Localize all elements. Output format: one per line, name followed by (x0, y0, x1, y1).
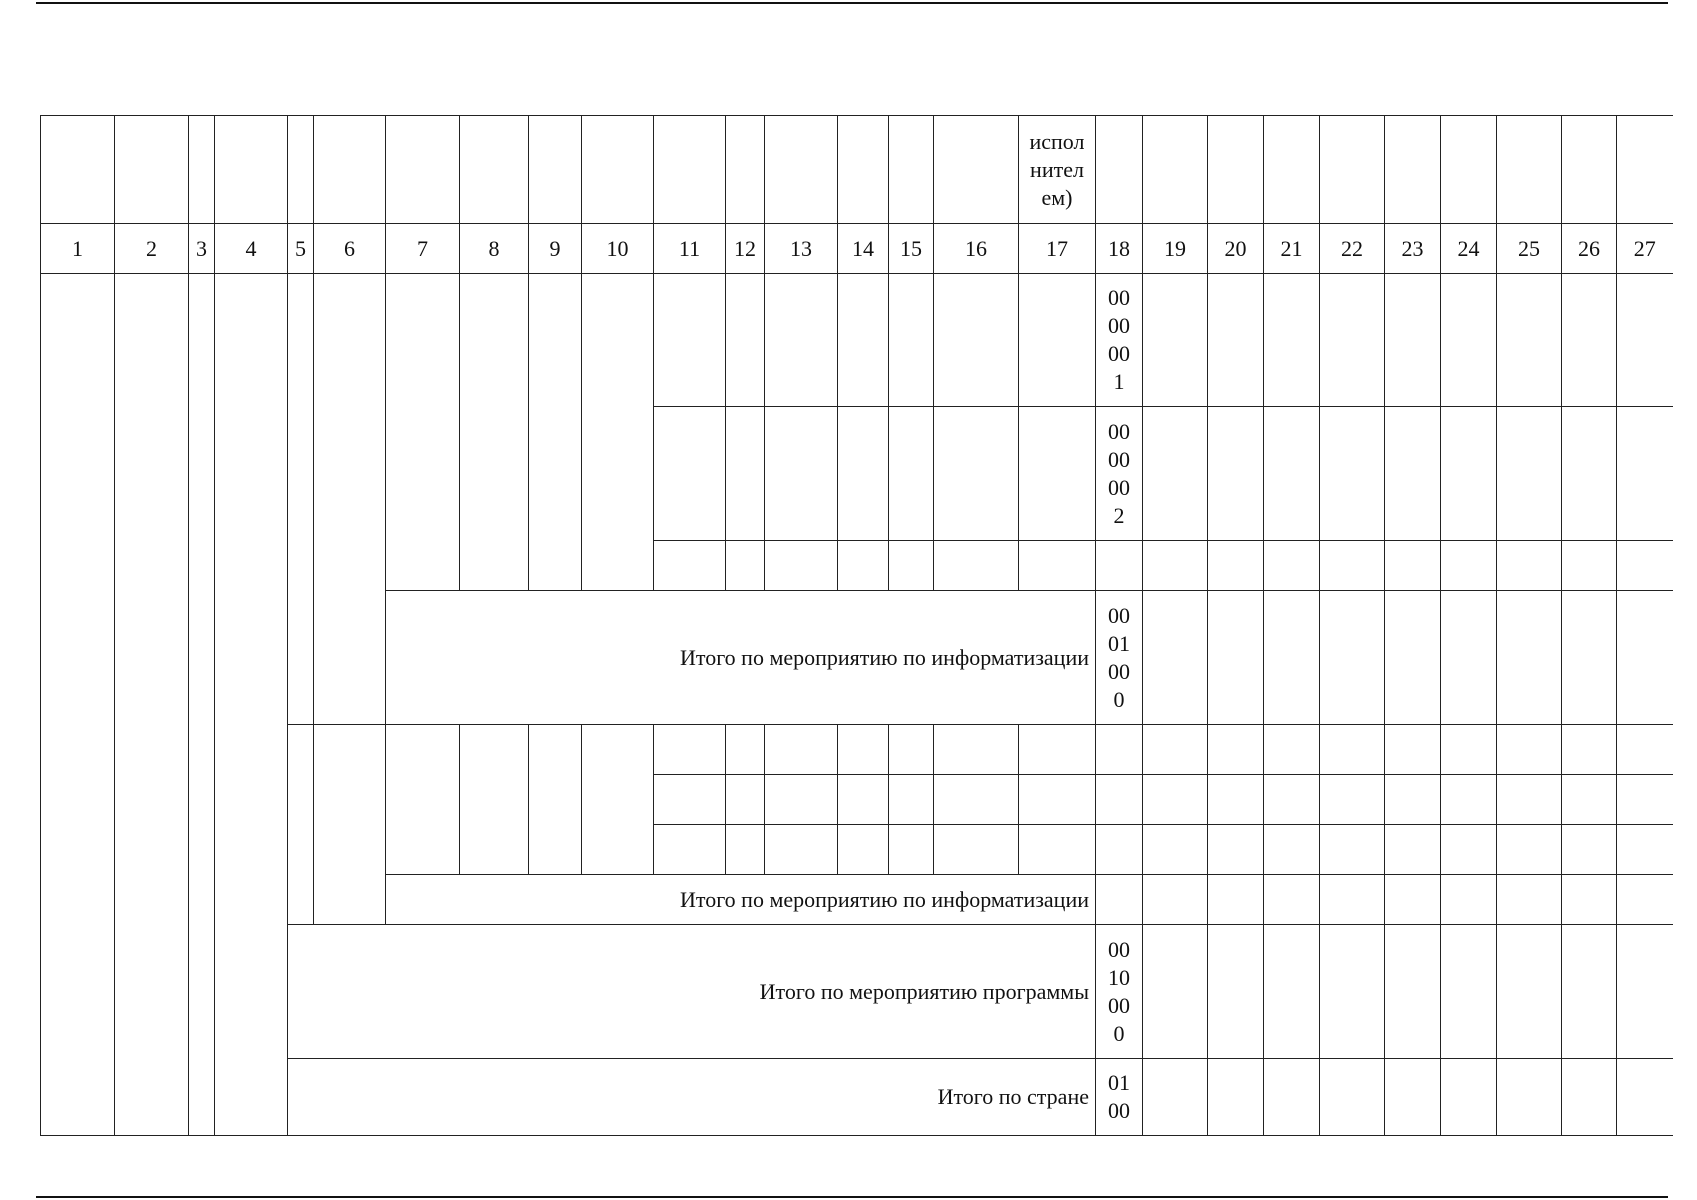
data-table (40, 115, 1673, 1136)
col-num: 5 (288, 224, 314, 274)
col-num: 22 (1320, 224, 1385, 274)
code-part: 00 (1108, 418, 1130, 444)
col-num: 18 (1096, 224, 1143, 274)
total-program-code (1096, 925, 1143, 1059)
code-part: 01 (1108, 630, 1130, 656)
col-num: 2 (115, 224, 189, 274)
header-continuation-row (41, 116, 1673, 224)
code-part: 00 (1108, 992, 1130, 1018)
code-part: 0 (1113, 686, 1125, 712)
col-num: 27 (1617, 224, 1673, 274)
total-program-label: Итого по мероприятию программы (288, 925, 1096, 1059)
code-part: 1 (1113, 369, 1125, 394)
code-part: 10 (1108, 964, 1130, 990)
total-country-label: Итого по стране (288, 1059, 1096, 1136)
col-num: 17 (1019, 224, 1096, 274)
col-num: 25 (1497, 224, 1562, 274)
col-num: 19 (1143, 224, 1208, 274)
total-info-label-1: Итого по мероприятию по информатизации (386, 591, 1096, 725)
total-country-code (1096, 1059, 1143, 1136)
top-rule (36, 2, 1668, 4)
header-17-line: ем) (1041, 184, 1073, 210)
col-num: 16 (934, 224, 1019, 274)
table-row (41, 274, 1673, 407)
code-part: 00 (1108, 936, 1130, 962)
row-code-1 (1096, 274, 1143, 407)
code-part: 00 (1108, 1098, 1130, 1123)
col-num: 11 (654, 224, 726, 274)
col-num: 6 (314, 224, 386, 274)
col-num: 10 (582, 224, 654, 274)
col-num: 1 (41, 224, 115, 274)
total-info-code-1 (1096, 591, 1143, 725)
col-num: 24 (1441, 224, 1497, 274)
code-part: 00 (1108, 285, 1130, 310)
code-part: 00 (1108, 341, 1130, 366)
code-part: 2 (1113, 502, 1125, 528)
header-17-line: нител (1030, 156, 1084, 182)
code-part: 00 (1108, 313, 1130, 338)
total-info-label-2: Итого по мероприятию по информатизации (386, 875, 1096, 925)
col-num: 20 (1208, 224, 1264, 274)
col-num: 21 (1264, 224, 1320, 274)
code-part: 00 (1108, 446, 1130, 472)
col-num: 14 (838, 224, 889, 274)
col-num: 3 (189, 224, 215, 274)
col-num: 9 (529, 224, 582, 274)
col-num: 7 (386, 224, 460, 274)
col-num: 4 (215, 224, 288, 274)
bottom-rule (36, 1196, 1668, 1198)
code-part: 00 (1108, 602, 1130, 628)
code-part: 00 (1108, 474, 1130, 500)
column-number-row (41, 224, 1673, 274)
col-num: 26 (1562, 224, 1617, 274)
code-part: 0 (1113, 1020, 1125, 1046)
code-part: 01 (1108, 1070, 1130, 1095)
header-cell-17 (1019, 116, 1096, 224)
col-num: 13 (765, 224, 838, 274)
col-num: 8 (460, 224, 529, 274)
code-part: 00 (1108, 658, 1130, 684)
row-code-2 (1096, 407, 1143, 541)
col-num: 15 (889, 224, 934, 274)
header-17-line: испол (1029, 128, 1085, 154)
col-num: 23 (1385, 224, 1441, 274)
col-num: 12 (726, 224, 765, 274)
